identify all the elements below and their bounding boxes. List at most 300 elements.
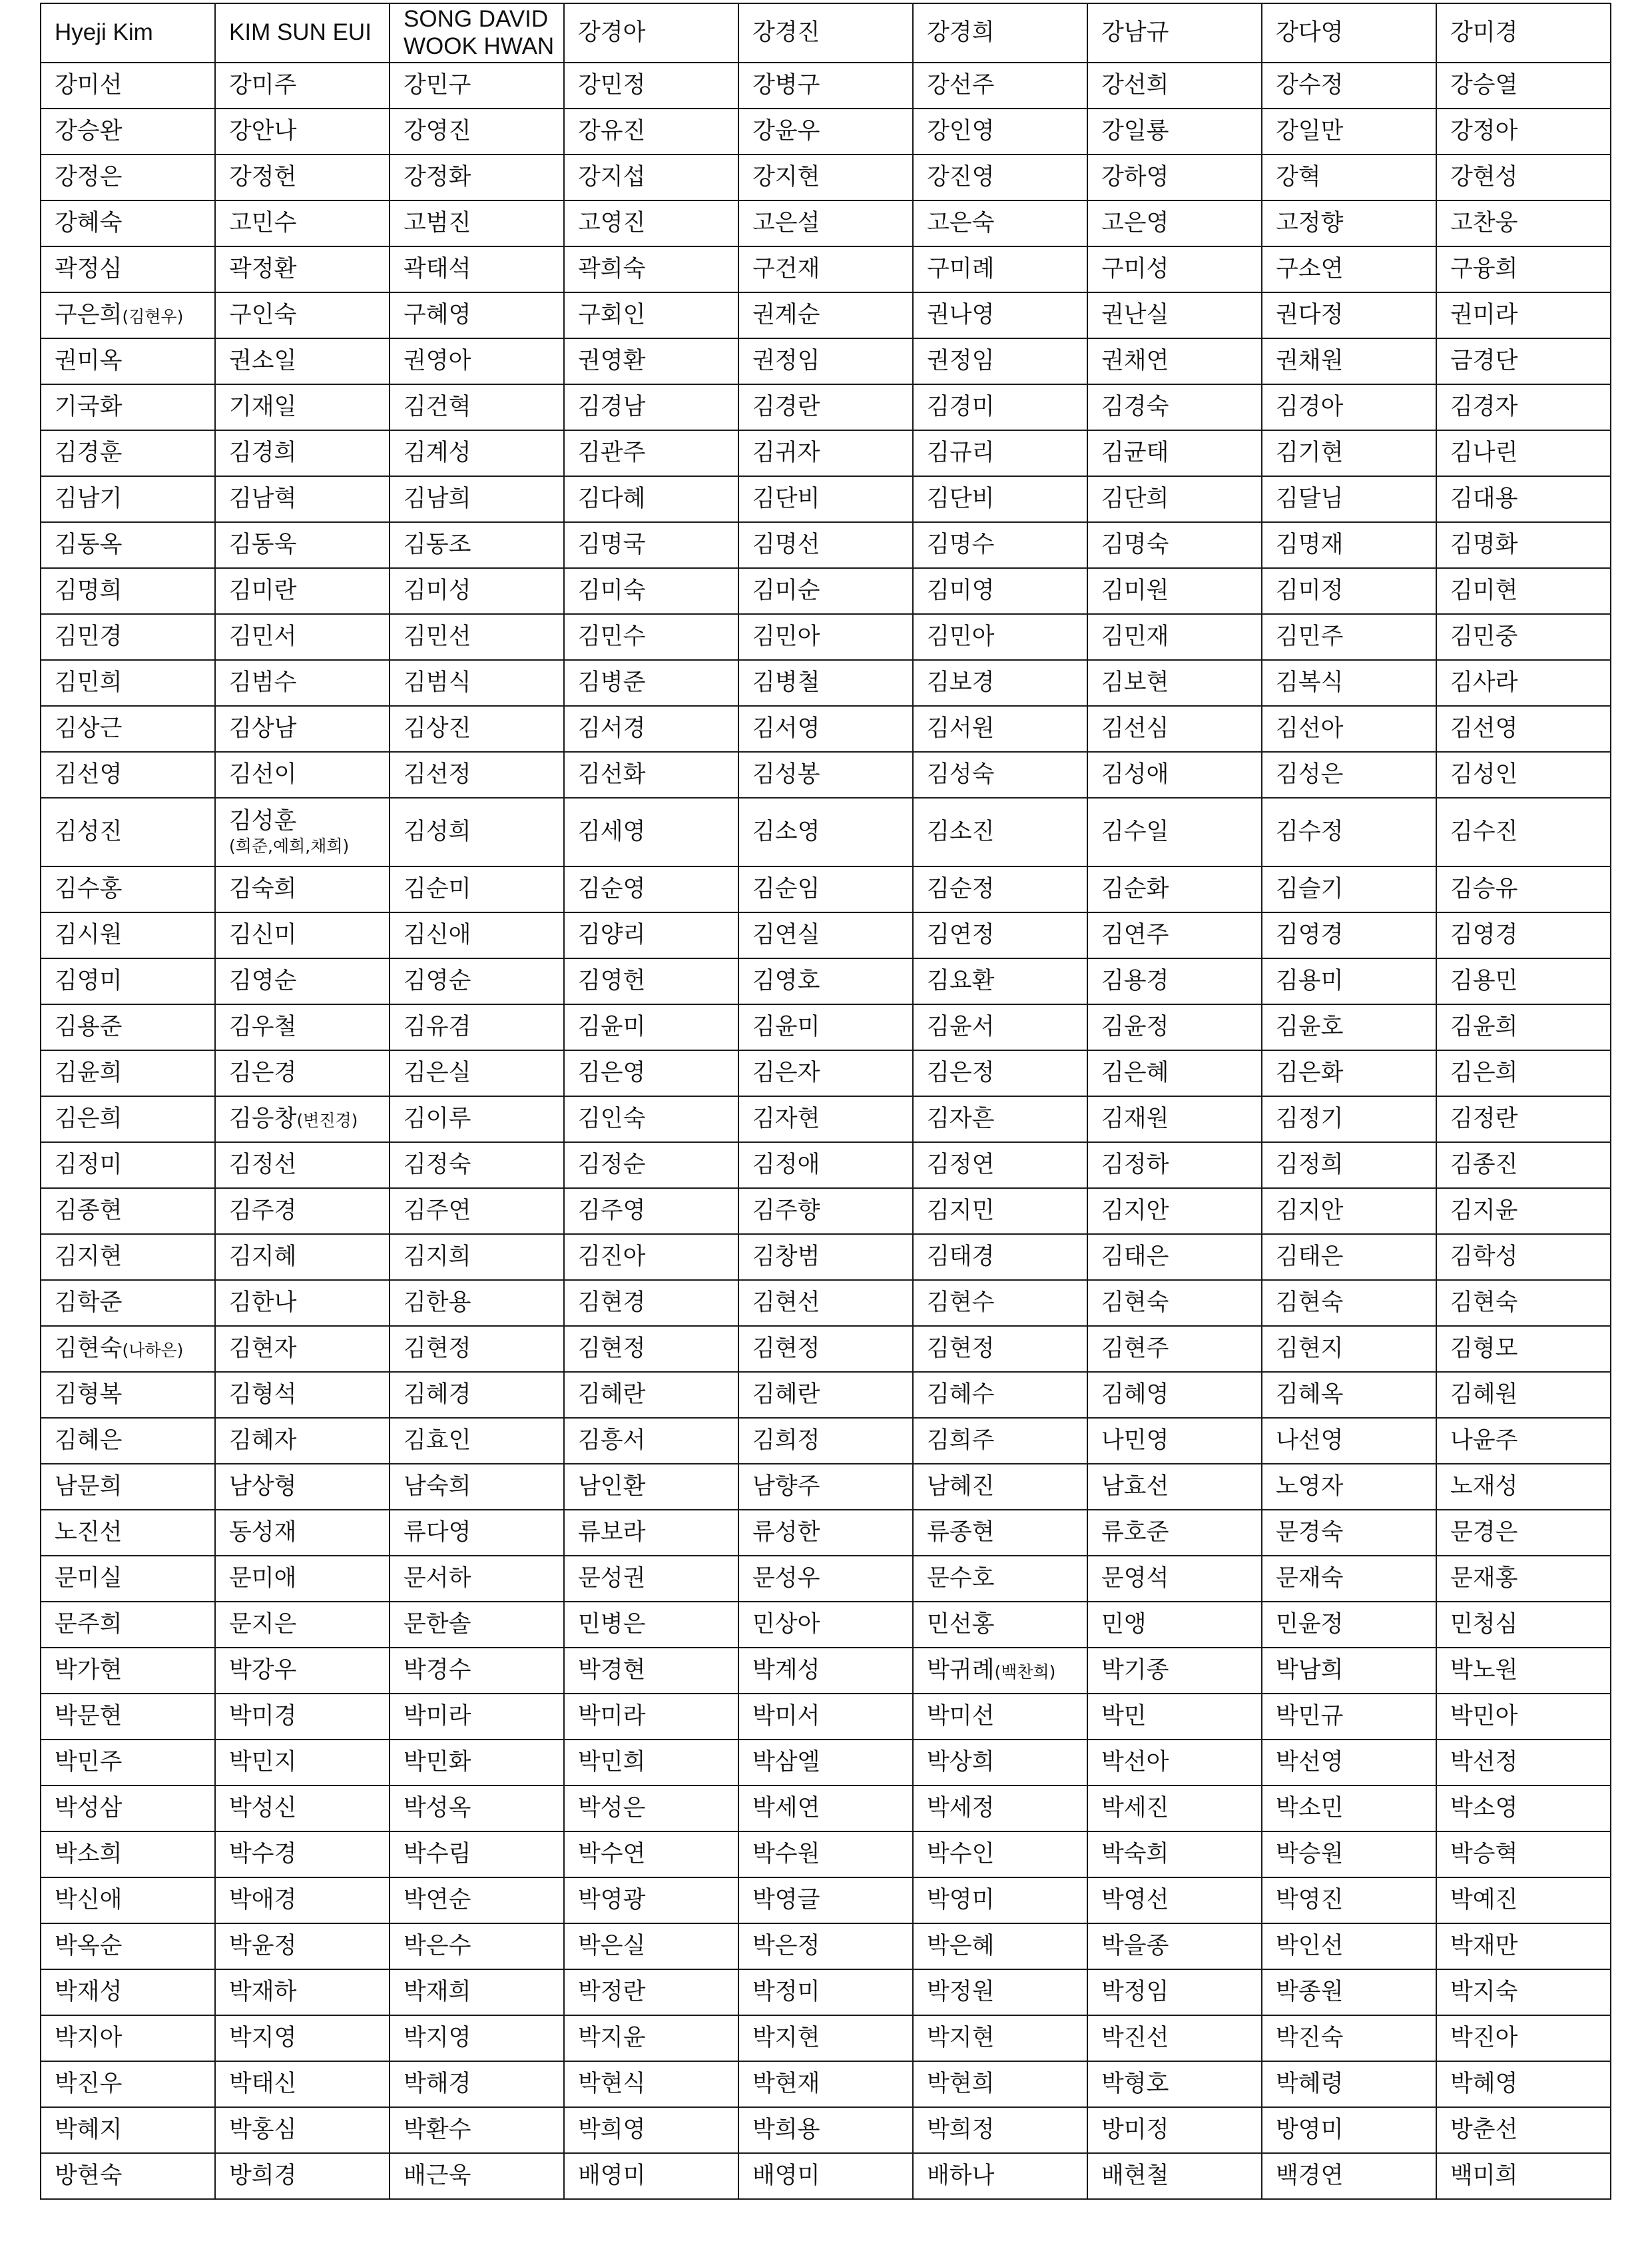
name-cell: 강미경 bbox=[1436, 3, 1611, 63]
name-cell: 강민정 bbox=[564, 63, 738, 109]
name-cell: 박지아 bbox=[41, 2015, 215, 2061]
name-cell: 김현숙 bbox=[1087, 1280, 1262, 1326]
name-cell: 김종현 bbox=[41, 1188, 215, 1234]
name-cell: 김영순 bbox=[390, 958, 564, 1004]
name-cell: 김민재 bbox=[1087, 614, 1262, 660]
name-cell: 김윤정 bbox=[1087, 1004, 1262, 1050]
table-row bbox=[41, 2015, 1611, 2061]
name-cell: 김현수 bbox=[913, 1280, 1087, 1326]
name-cell: 박노원 bbox=[1436, 1648, 1611, 1694]
table-row bbox=[41, 1602, 1611, 1648]
name-cell: 박형호 bbox=[1087, 2061, 1262, 2107]
name-cell: 박영선 bbox=[1087, 1877, 1262, 1923]
table-row bbox=[41, 1510, 1611, 1556]
name-cell: 강일만 bbox=[1262, 109, 1436, 155]
table-row bbox=[41, 476, 1611, 522]
name-cell: 박혜지 bbox=[41, 2107, 215, 2153]
name-cell: 김건혁 bbox=[390, 384, 564, 430]
name-cell: 김흥서 bbox=[564, 1418, 738, 1464]
name-cell: 강다영 bbox=[1262, 3, 1436, 63]
name-cell: 김요환 bbox=[913, 958, 1087, 1004]
name-cell: 김선영 bbox=[1436, 706, 1611, 752]
name-cell: 김영경 bbox=[1262, 912, 1436, 958]
name-cell: 김순화 bbox=[1087, 866, 1262, 912]
name-cell: 김한나 bbox=[215, 1280, 390, 1326]
name-cell: 김숙희 bbox=[215, 866, 390, 912]
name-cell: 김재원 bbox=[1087, 1096, 1262, 1142]
name-cell: 박혜령 bbox=[1262, 2061, 1436, 2107]
name-cell: 김희정 bbox=[738, 1418, 913, 1464]
name-cell: 김수정 bbox=[1262, 798, 1436, 866]
table-row bbox=[41, 1831, 1611, 1877]
name-cell: 강정화 bbox=[390, 155, 564, 200]
name-cell: 김현주 bbox=[1087, 1326, 1262, 1372]
name-cell: 구인숙 bbox=[215, 292, 390, 338]
name-cell: 강미선 bbox=[41, 63, 215, 109]
table-row bbox=[41, 706, 1611, 752]
name-cell: 권미라 bbox=[1436, 292, 1611, 338]
name-cell: 김혜영 bbox=[1087, 1372, 1262, 1418]
name-cell: 김단비 bbox=[738, 476, 913, 522]
name-cell: 박미서 bbox=[738, 1694, 913, 1740]
name-cell: 김지안 bbox=[1262, 1188, 1436, 1234]
name-cell: 김현숙 bbox=[1262, 1280, 1436, 1326]
name-cell: 김명숙 bbox=[1087, 522, 1262, 568]
name-cell: 박희정 bbox=[913, 2107, 1087, 2153]
name-cell: 김서영 bbox=[738, 706, 913, 752]
name-cell: 박강우 bbox=[215, 1648, 390, 1694]
name-cell: 김용민 bbox=[1436, 958, 1611, 1004]
name-cell: 금경단 bbox=[1436, 338, 1611, 384]
name-cell: 김복식 bbox=[1262, 660, 1436, 706]
table-row bbox=[41, 1969, 1611, 2015]
name-cell: 김영경 bbox=[1436, 912, 1611, 958]
name-cell: 김단비 bbox=[913, 476, 1087, 522]
name-cell: 남인환 bbox=[564, 1464, 738, 1510]
name-cell: 김현정 bbox=[913, 1326, 1087, 1372]
name-cell: 김승유 bbox=[1436, 866, 1611, 912]
name-cell: 강윤우 bbox=[738, 109, 913, 155]
table-row bbox=[41, 1142, 1611, 1188]
table-row bbox=[41, 155, 1611, 200]
name-cell: 박정란 bbox=[564, 1969, 738, 2015]
name-cell: 박선아 bbox=[1087, 1740, 1262, 1785]
name-cell: 김단희 bbox=[1087, 476, 1262, 522]
table-row bbox=[41, 109, 1611, 155]
table-row bbox=[41, 1050, 1611, 1096]
name-cell: 강일룡 bbox=[1087, 109, 1262, 155]
name-cell: 김응창(변진경) bbox=[215, 1096, 390, 1142]
name-cell: 김자현 bbox=[738, 1096, 913, 1142]
name-cell: 권채원 bbox=[1262, 338, 1436, 384]
name-cell: 박귀례(백찬희) bbox=[913, 1648, 1087, 1694]
name-cell: 문영석 bbox=[1087, 1556, 1262, 1602]
name-cell: 권나영 bbox=[913, 292, 1087, 338]
name-cell: 문미실 bbox=[41, 1556, 215, 1602]
name-cell: 배현철 bbox=[1087, 2153, 1262, 2199]
name-cell: 방희경 bbox=[215, 2153, 390, 2199]
name-cell: 김효인 bbox=[390, 1418, 564, 1464]
name-cell: 강선희 bbox=[1087, 63, 1262, 109]
name-cell: 나윤주 bbox=[1436, 1418, 1611, 1464]
name-cell: 김현정 bbox=[390, 1326, 564, 1372]
name-cell: 강수정 bbox=[1262, 63, 1436, 109]
name-cell: 김윤호 bbox=[1262, 1004, 1436, 1050]
name-cell: 김성진 bbox=[41, 798, 215, 866]
name-cell: 민병은 bbox=[564, 1602, 738, 1648]
name-cell: 고정향 bbox=[1262, 200, 1436, 246]
table-row bbox=[41, 2061, 1611, 2107]
name-cell: 김상남 bbox=[215, 706, 390, 752]
name-cell: 기재일 bbox=[215, 384, 390, 430]
name-cell: 김성희 bbox=[390, 798, 564, 866]
name-cell: 김지현 bbox=[41, 1234, 215, 1280]
name-cell: 김선아 bbox=[1262, 706, 1436, 752]
name-cell: KIM SUN EUI bbox=[215, 3, 390, 63]
name-cell: 박민규 bbox=[1262, 1694, 1436, 1740]
name-cell: 류호준 bbox=[1087, 1510, 1262, 1556]
name-cell: 박수인 bbox=[913, 1831, 1087, 1877]
name-cell: 김이루 bbox=[390, 1096, 564, 1142]
name-cell: 김정선 bbox=[215, 1142, 390, 1188]
name-cell: 김현선 bbox=[738, 1280, 913, 1326]
name-cell: 박민화 bbox=[390, 1740, 564, 1785]
name-cell: 김남희 bbox=[390, 476, 564, 522]
name-cell: 박민아 bbox=[1436, 1694, 1611, 1740]
name-cell: 김명희 bbox=[41, 568, 215, 614]
name-cell: 김윤희 bbox=[41, 1050, 215, 1096]
name-cell: 박연순 bbox=[390, 1877, 564, 1923]
name-cell: 김윤미 bbox=[564, 1004, 738, 1050]
name-cell: 김연정 bbox=[913, 912, 1087, 958]
name-cell: 박현재 bbox=[738, 2061, 913, 2107]
name-cell: 박세진 bbox=[1087, 1785, 1262, 1831]
name-cell: 강안나 bbox=[215, 109, 390, 155]
name-cell: 김민주 bbox=[1262, 614, 1436, 660]
name-cell: 김명선 bbox=[738, 522, 913, 568]
name-cell: 박진선 bbox=[1087, 2015, 1262, 2061]
table-row bbox=[41, 568, 1611, 614]
name-cell: 김미영 bbox=[913, 568, 1087, 614]
name-cell: 김시원 bbox=[41, 912, 215, 958]
name-cell: 백미희 bbox=[1436, 2153, 1611, 2199]
name-cell: 김학준 bbox=[41, 1280, 215, 1326]
name-cell: 권영아 bbox=[390, 338, 564, 384]
name-cell: 민선홍 bbox=[913, 1602, 1087, 1648]
name-cell: 문성권 bbox=[564, 1556, 738, 1602]
table-row bbox=[41, 912, 1611, 958]
name-cell: 김상진 bbox=[390, 706, 564, 752]
table-row bbox=[41, 752, 1611, 798]
name-cell: 강혁 bbox=[1262, 155, 1436, 200]
name-cell: 김현지 bbox=[1262, 1326, 1436, 1372]
name-cell: 김정란 bbox=[1436, 1096, 1611, 1142]
name-cell: 박민 bbox=[1087, 1694, 1262, 1740]
name-cell: 박지숙 bbox=[1436, 1969, 1611, 2015]
name-cell: 남향주 bbox=[738, 1464, 913, 1510]
table-row bbox=[41, 522, 1611, 568]
name-cell: 박선영 bbox=[1262, 1740, 1436, 1785]
name-cell: Hyeji Kim bbox=[41, 3, 215, 63]
name-cell: 김정기 bbox=[1262, 1096, 1436, 1142]
name-cell: 박소희 bbox=[41, 1831, 215, 1877]
table-row bbox=[41, 1326, 1611, 1372]
name-cell: 박태신 bbox=[215, 2061, 390, 2107]
name-cell: 김균태 bbox=[1087, 430, 1262, 476]
table-row bbox=[41, 1372, 1611, 1418]
name-cell: 김경숙 bbox=[1087, 384, 1262, 430]
name-cell: 방미정 bbox=[1087, 2107, 1262, 2153]
table-row bbox=[41, 614, 1611, 660]
name-cell: 김태은 bbox=[1262, 1234, 1436, 1280]
name-cell: 강승완 bbox=[41, 109, 215, 155]
name-cell: 나선영 bbox=[1262, 1418, 1436, 1464]
table-row bbox=[41, 338, 1611, 384]
name-cell: 박미선 bbox=[913, 1694, 1087, 1740]
name-cell: 박애경 bbox=[215, 1877, 390, 1923]
name-cell: 김명수 bbox=[913, 522, 1087, 568]
name-cell: 박숙희 bbox=[1087, 1831, 1262, 1877]
table-row bbox=[41, 430, 1611, 476]
table-row bbox=[41, 292, 1611, 338]
name-cell: 강진영 bbox=[913, 155, 1087, 200]
table-row bbox=[41, 1234, 1611, 1280]
name-cell: 박예진 bbox=[1436, 1877, 1611, 1923]
name-cell: 김한용 bbox=[390, 1280, 564, 1326]
name-cell: 강하영 bbox=[1087, 155, 1262, 200]
name-cell: 박해경 bbox=[390, 2061, 564, 2107]
name-cell: 구미례 bbox=[913, 246, 1087, 292]
name-cell: 고은설 bbox=[738, 200, 913, 246]
name-cell: 김대용 bbox=[1436, 476, 1611, 522]
name-cell: 박영글 bbox=[738, 1877, 913, 1923]
name-cell: 김현숙 bbox=[1436, 1280, 1611, 1326]
name-cell: 강미주 bbox=[215, 63, 390, 109]
name-cell: 박영진 bbox=[1262, 1877, 1436, 1923]
name-cell: 류종현 bbox=[913, 1510, 1087, 1556]
name-cell: 배하나 bbox=[913, 2153, 1087, 2199]
name-cell: 강현성 bbox=[1436, 155, 1611, 200]
name-cell: 구미성 bbox=[1087, 246, 1262, 292]
name-cell: 박수원 bbox=[738, 1831, 913, 1877]
name-cell: 김선이 bbox=[215, 752, 390, 798]
name-cell: 김순미 bbox=[390, 866, 564, 912]
table-row bbox=[41, 2107, 1611, 2153]
name-cell: 구건재 bbox=[738, 246, 913, 292]
name-cell: 강정헌 bbox=[215, 155, 390, 200]
name-cell: 김혜란 bbox=[564, 1372, 738, 1418]
name-cell: 박민주 bbox=[41, 1740, 215, 1785]
name-cell: 문경은 bbox=[1436, 1510, 1611, 1556]
name-cell: 김병준 bbox=[564, 660, 738, 706]
name-cell: 박홍심 bbox=[215, 2107, 390, 2153]
table-row bbox=[41, 866, 1611, 912]
table-row bbox=[41, 798, 1611, 866]
name-cell: 김사라 bbox=[1436, 660, 1611, 706]
name-cell: 구회인 bbox=[564, 292, 738, 338]
name-cell: 김보현 bbox=[1087, 660, 1262, 706]
name-cell: 김수홍 bbox=[41, 866, 215, 912]
name-cell: 김슬기 bbox=[1262, 866, 1436, 912]
name-cell: 박가현 bbox=[41, 1648, 215, 1694]
name-cell: 김혜경 bbox=[390, 1372, 564, 1418]
name-cell: 김현정 bbox=[564, 1326, 738, 1372]
name-cell: 구은희(김현우) bbox=[41, 292, 215, 338]
name-cell: 김창범 bbox=[738, 1234, 913, 1280]
name-cell: 김보경 bbox=[913, 660, 1087, 706]
name-cell: 김양리 bbox=[564, 912, 738, 958]
name-cell: 류다영 bbox=[390, 1510, 564, 1556]
name-cell: 강경진 bbox=[738, 3, 913, 63]
name-cell: 김연실 bbox=[738, 912, 913, 958]
name-cell: 동성재 bbox=[215, 1510, 390, 1556]
name-cell: 김은자 bbox=[738, 1050, 913, 1096]
name-cell: 김혜자 bbox=[215, 1418, 390, 1464]
name-cell: 박승혁 bbox=[1436, 1831, 1611, 1877]
name-cell: 김남기 bbox=[41, 476, 215, 522]
name-cell: 김규리 bbox=[913, 430, 1087, 476]
name-cell: 김미숙 bbox=[564, 568, 738, 614]
name-cell: 박미라 bbox=[390, 1694, 564, 1740]
name-cell: 김민중 bbox=[1436, 614, 1611, 660]
name-cell: 박은혜 bbox=[913, 1923, 1087, 1969]
name-cell: 문성우 bbox=[738, 1556, 913, 1602]
name-cell: 김종진 bbox=[1436, 1142, 1611, 1188]
name-cell: 고은영 bbox=[1087, 200, 1262, 246]
table-row bbox=[41, 1096, 1611, 1142]
name-cell: 김순정 bbox=[913, 866, 1087, 912]
name-cell: 박혜영 bbox=[1436, 2061, 1611, 2107]
name-cell: 김선영 bbox=[41, 752, 215, 798]
name-cell: 김연주 bbox=[1087, 912, 1262, 958]
name-cell: 강정아 bbox=[1436, 109, 1611, 155]
name-cell: 박재만 bbox=[1436, 1923, 1611, 1969]
name-cell: 박옥순 bbox=[41, 1923, 215, 1969]
name-cell: 김영호 bbox=[738, 958, 913, 1004]
name-cell: 김민수 bbox=[564, 614, 738, 660]
name-cell: 강남규 bbox=[1087, 3, 1262, 63]
name-cell: 김윤서 bbox=[913, 1004, 1087, 1050]
name-cell: 김미성 bbox=[390, 568, 564, 614]
name-cell: 문수호 bbox=[913, 1556, 1087, 1602]
name-cell: 강경희 bbox=[913, 3, 1087, 63]
name-cell: 권정임 bbox=[738, 338, 913, 384]
name-cell: 구혜영 bbox=[390, 292, 564, 338]
name-cell: 박현식 bbox=[564, 2061, 738, 2107]
name-cell: 김경남 bbox=[564, 384, 738, 430]
name-cell: 김은화 bbox=[1262, 1050, 1436, 1096]
name-cell: 김은정 bbox=[913, 1050, 1087, 1096]
name-cell: 민윤정 bbox=[1262, 1602, 1436, 1648]
name-cell: 권영환 bbox=[564, 338, 738, 384]
name-cell: 강인영 bbox=[913, 109, 1087, 155]
name-cell: 문재홍 bbox=[1436, 1556, 1611, 1602]
table-row bbox=[41, 1280, 1611, 1326]
name-cell: 문미애 bbox=[215, 1556, 390, 1602]
table-row bbox=[41, 384, 1611, 430]
name-cell: 김경훈 bbox=[41, 430, 215, 476]
name-cell: 김선심 bbox=[1087, 706, 1262, 752]
name-cell: 김순임 bbox=[738, 866, 913, 912]
name-cell: 강선주 bbox=[913, 63, 1087, 109]
name-cell: 박은수 bbox=[390, 1923, 564, 1969]
name-cell: 류보라 bbox=[564, 1510, 738, 1556]
name-cell: 김현자 bbox=[215, 1326, 390, 1372]
name-cell: 김은혜 bbox=[1087, 1050, 1262, 1096]
name-cell: 고영진 bbox=[564, 200, 738, 246]
name-cell: 김민경 bbox=[41, 614, 215, 660]
name-cell: 김미란 bbox=[215, 568, 390, 614]
name-cell: 고찬웅 bbox=[1436, 200, 1611, 246]
name-cell: 고범진 bbox=[390, 200, 564, 246]
name-cell: 박정임 bbox=[1087, 1969, 1262, 2015]
name-cell: 배영미 bbox=[564, 2153, 738, 2199]
name-cell: 김신애 bbox=[390, 912, 564, 958]
name-cell: 박남희 bbox=[1262, 1648, 1436, 1694]
name-cell: 김정애 bbox=[738, 1142, 913, 1188]
name-cell: 권소일 bbox=[215, 338, 390, 384]
name-cell: 김정하 bbox=[1087, 1142, 1262, 1188]
name-cell: 박윤정 bbox=[215, 1923, 390, 1969]
name-cell: 강유진 bbox=[564, 109, 738, 155]
name-cell: 김다혜 bbox=[564, 476, 738, 522]
name-cell: 김미원 bbox=[1087, 568, 1262, 614]
table-row bbox=[41, 1418, 1611, 1464]
table-row bbox=[41, 1188, 1611, 1234]
name-cell: 박재희 bbox=[390, 1969, 564, 2015]
name-cell: 박미경 bbox=[215, 1694, 390, 1740]
name-cell: 박성은 bbox=[564, 1785, 738, 1831]
name-cell: 김소진 bbox=[913, 798, 1087, 866]
name-cell: 김정미 bbox=[41, 1142, 215, 1188]
name-cell: 박성옥 bbox=[390, 1785, 564, 1831]
name-cell: 남혜진 bbox=[913, 1464, 1087, 1510]
name-cell: 방춘선 bbox=[1436, 2107, 1611, 2153]
name-cell: 김유겸 bbox=[390, 1004, 564, 1050]
name-cell: 문주희 bbox=[41, 1602, 215, 1648]
name-cell: 박경현 bbox=[564, 1648, 738, 1694]
name-cell: 박진우 bbox=[41, 2061, 215, 2107]
name-cell: 권계순 bbox=[738, 292, 913, 338]
name-cell: 노재성 bbox=[1436, 1464, 1611, 1510]
name-cell: 민상아 bbox=[738, 1602, 913, 1648]
name-cell: 김인숙 bbox=[564, 1096, 738, 1142]
name-cell: 김정희 bbox=[1262, 1142, 1436, 1188]
name-cell: 박영광 bbox=[564, 1877, 738, 1923]
name-cell: 방영미 bbox=[1262, 2107, 1436, 2153]
name-cell: 김주영 bbox=[564, 1188, 738, 1234]
name-cell: 김소영 bbox=[738, 798, 913, 866]
name-cell: 김성은 bbox=[1262, 752, 1436, 798]
table-row bbox=[41, 1556, 1611, 1602]
name-cell: 김우철 bbox=[215, 1004, 390, 1050]
table-row bbox=[41, 1923, 1611, 1969]
name-cell: 김계성 bbox=[390, 430, 564, 476]
name-cell: 문지은 bbox=[215, 1602, 390, 1648]
name-cell: 박성삼 bbox=[41, 1785, 215, 1831]
name-cell: 김영미 bbox=[41, 958, 215, 1004]
table-row bbox=[41, 246, 1611, 292]
name-cell: 김귀자 bbox=[738, 430, 913, 476]
name-cell: 김명국 bbox=[564, 522, 738, 568]
name-cell: 강지섭 bbox=[564, 155, 738, 200]
name-cell: 배근욱 bbox=[390, 2153, 564, 2199]
name-cell: 강병구 bbox=[738, 63, 913, 109]
name-cell: 김지희 bbox=[390, 1234, 564, 1280]
name-cell: 백경연 bbox=[1262, 2153, 1436, 2199]
name-cell: 박은정 bbox=[738, 1923, 913, 1969]
name-cell: 김혜수 bbox=[913, 1372, 1087, 1418]
